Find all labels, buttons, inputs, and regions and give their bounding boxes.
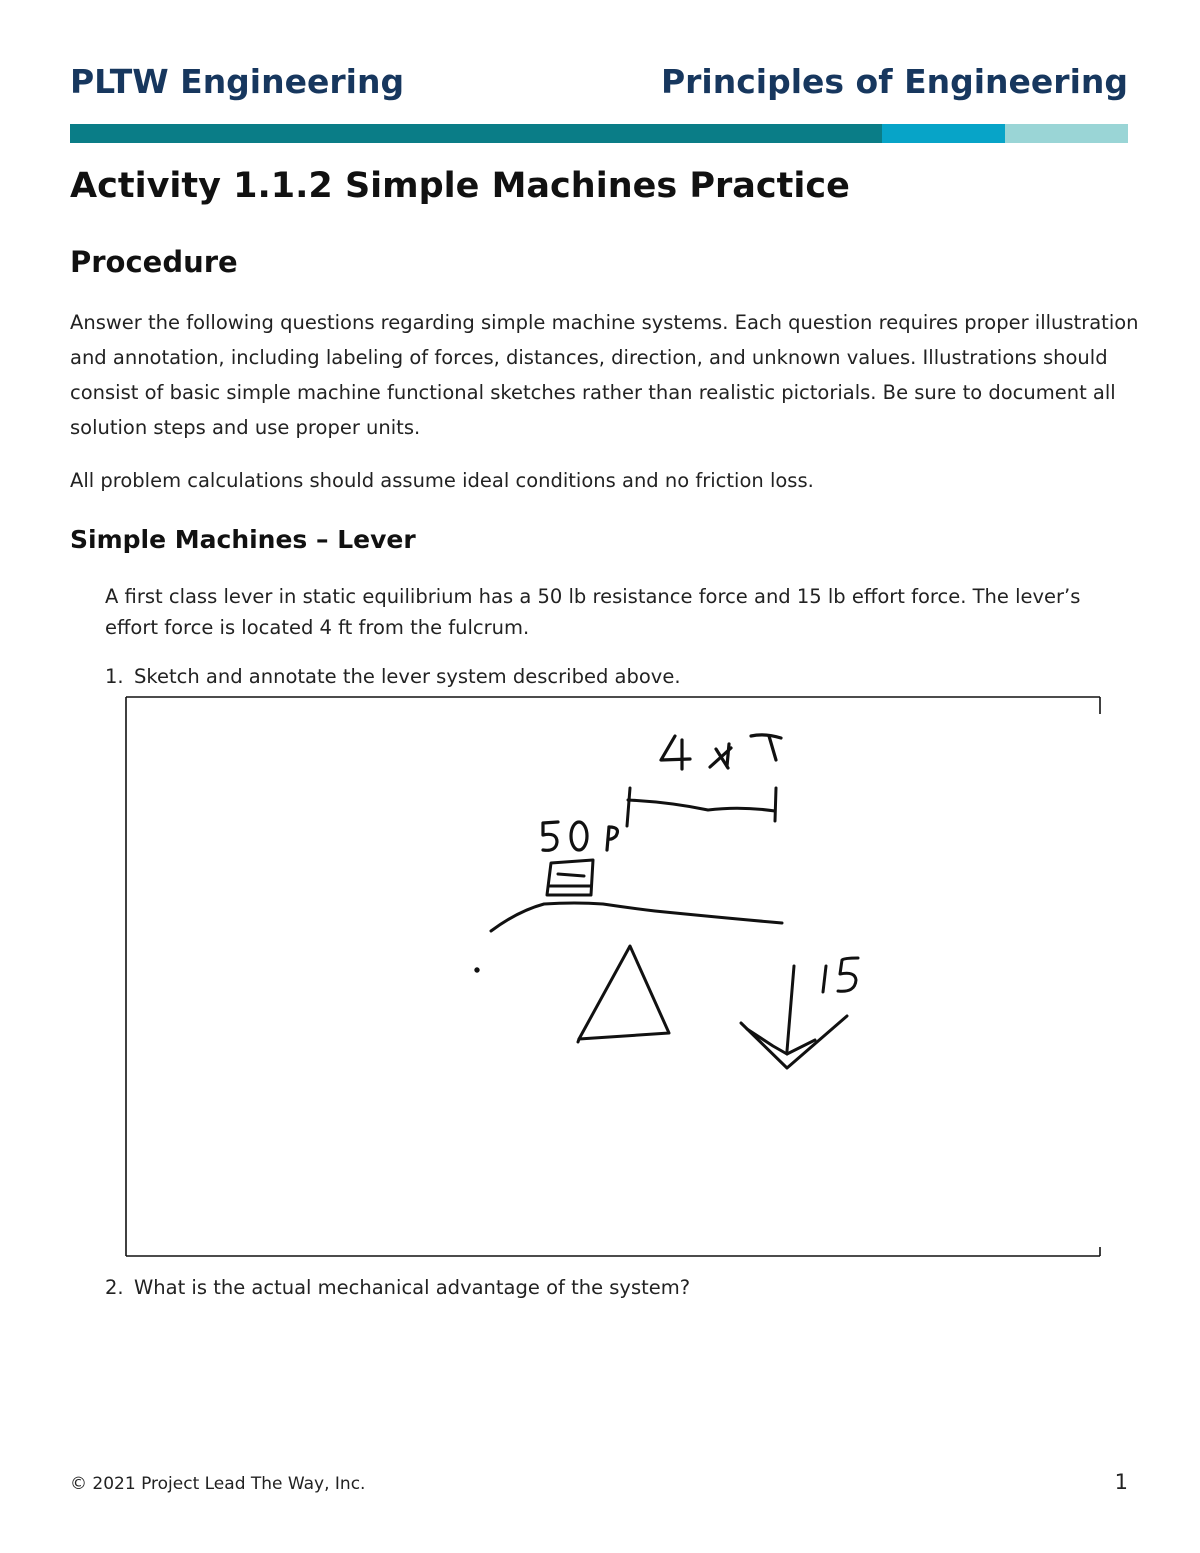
question-2 — [105, 1273, 690, 1303]
footer-copyright: © 2021 Project Lead The Way, Inc. — [70, 1474, 366, 1494]
distance-dimension-line — [627, 788, 776, 826]
handwritten-label-15 — [823, 958, 858, 992]
question-text: Sketch and annotate the lever system described above. — [134, 665, 681, 688]
header-color-bar — [70, 124, 1128, 143]
fulcrum-triangle-icon — [578, 946, 669, 1042]
sketch-answer-box[interactable] — [125, 696, 1101, 1257]
page-title: Activity 1.1.2 Simple Machines Practice — [70, 166, 850, 206]
header-bar-segment-teal — [70, 124, 882, 143]
lever-problem-statement: A first class lever in static equilibrium has a 50 lb resistance force and 15 lb effort force. The lever’s effort force is located 4 ft from the fulcrum. — [105, 585, 1081, 639]
header-course-name: Principles of Engineering — [660, 62, 1128, 101]
header-bar-segment-blue — [882, 124, 1005, 143]
resistance-weight-icon — [547, 860, 593, 895]
question-number: 1. — [105, 665, 124, 688]
question-number: 2. — [105, 1276, 124, 1299]
lever-sketch-drawing — [125, 696, 1101, 1257]
header-course-program: PLTW Engineering — [70, 62, 405, 101]
lever-section-heading: Simple Machines – Lever — [70, 525, 416, 554]
handwritten-label-4ft — [661, 735, 781, 769]
effort-arrow-icon — [741, 966, 847, 1068]
question-1 — [105, 662, 681, 692]
page-number: 1 — [1114, 1470, 1128, 1494]
lever-bar — [476, 903, 782, 971]
handwritten-label-50p — [543, 822, 617, 850]
procedure-heading: Procedure — [70, 245, 238, 279]
header-bar-segment-light — [1005, 124, 1128, 143]
procedure-assumption: All problem calculations should assume ideal conditions and no friction loss. — [70, 469, 814, 492]
procedure-intro: Answer the following questions regarding simple machine systems. Each question requires proper illustration and annotation, including labeling of forces, distances, direction, and unknown values. Illustrations should consist of basic simple machine functional sketches rather than realistic pictorials. Be sure to document all solution steps and use proper units. — [70, 311, 1139, 439]
question-text: What is the actual mechanical advantage of the system? — [134, 1276, 691, 1299]
